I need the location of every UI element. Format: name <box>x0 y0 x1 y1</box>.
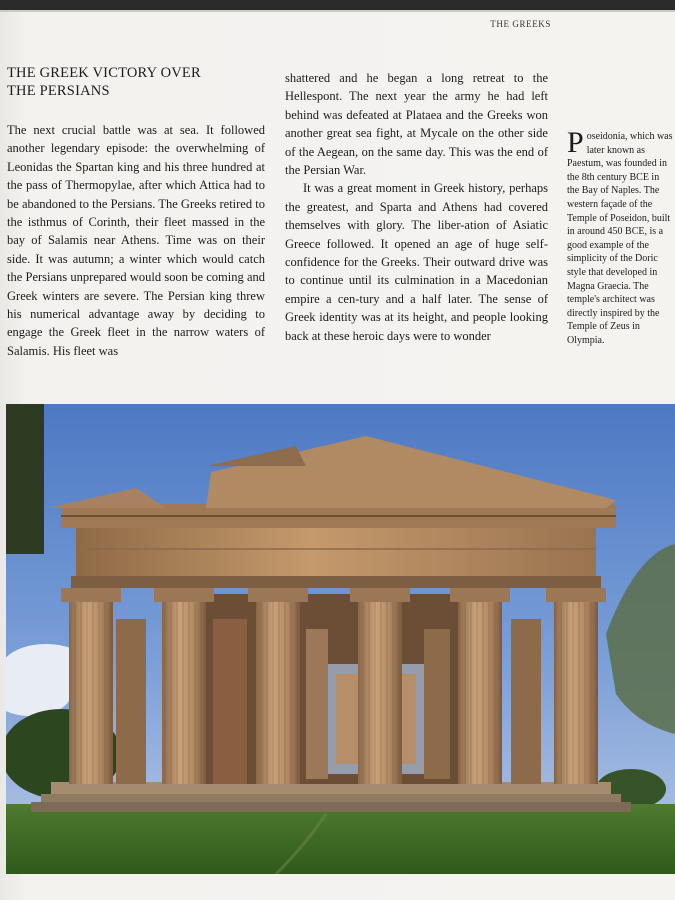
temple <box>31 436 631 812</box>
top-rule-accent <box>0 10 675 12</box>
temple-photo <box>6 404 675 874</box>
heading-line-2: THE PERSIANS <box>7 83 110 99</box>
caption-text: oseidonia, which was later known as Paestum, was founded in the 8th century BCE in the Bay of Naples. The western façade of the Temple of Poseidon, built in around 450 BCE, is a good example of the simplicity of the Doric style that developed in Magna Graecia. The temple's architect was directly inspired by the Temple of Zeus in Olympia. <box>567 131 673 346</box>
column2-paragraph-1: shattered and he began a long retreat to the Hellespont. The next year the army he had left behind was defeated at Plataea and the Greeks won another great sea fight, at Mycale on the other side of the Aegean, on the same day. This was the end of the Persian War. <box>285 71 548 178</box>
heading-line-1: THE GREEK VICTORY OVER <box>7 65 201 81</box>
photo-caption <box>567 126 673 348</box>
section-heading <box>7 64 257 100</box>
text-column-2 <box>285 69 548 345</box>
top-rule <box>0 0 675 10</box>
column2-paragraph-2: It was a great moment in Greek history, perhaps the greatest, and Sparta and Athens had covered themselves with glory. The liber-ation of Asiatic Greece followed. It opened an age of huge self-confidence for the Greeks. Their outward drive was to continue until its culmination in a Macedonian empire a cen-tury and a half later. The sense of Greek identity was at its height, and people looking back at these heroic days were to wonder <box>285 181 548 343</box>
running-head: THE GREEKS <box>490 19 551 29</box>
grass <box>6 804 675 874</box>
text-column-1 <box>7 121 265 360</box>
caption-drop-cap: P <box>567 126 584 159</box>
column1-paragraph: The next crucial battle was at sea. It followed another legendary episode: the overwhelming of Leonidas the Spartan king and his three hundred at the pass of Thermopylae, after which Attica had to be abandoned to the Persians. The Greeks retired to the isthmus of Corinth, their fleet massed in the bay of Salamis near Athens. Time was on their side. It was autumn; a winter which would catch the Persians unprepared would soon be coming and Greek winters are severe. The Persian king threw his numerical advantage away by deciding to engage the Greek fleet in the narrow waters of Salamis. His fleet was <box>7 123 265 358</box>
